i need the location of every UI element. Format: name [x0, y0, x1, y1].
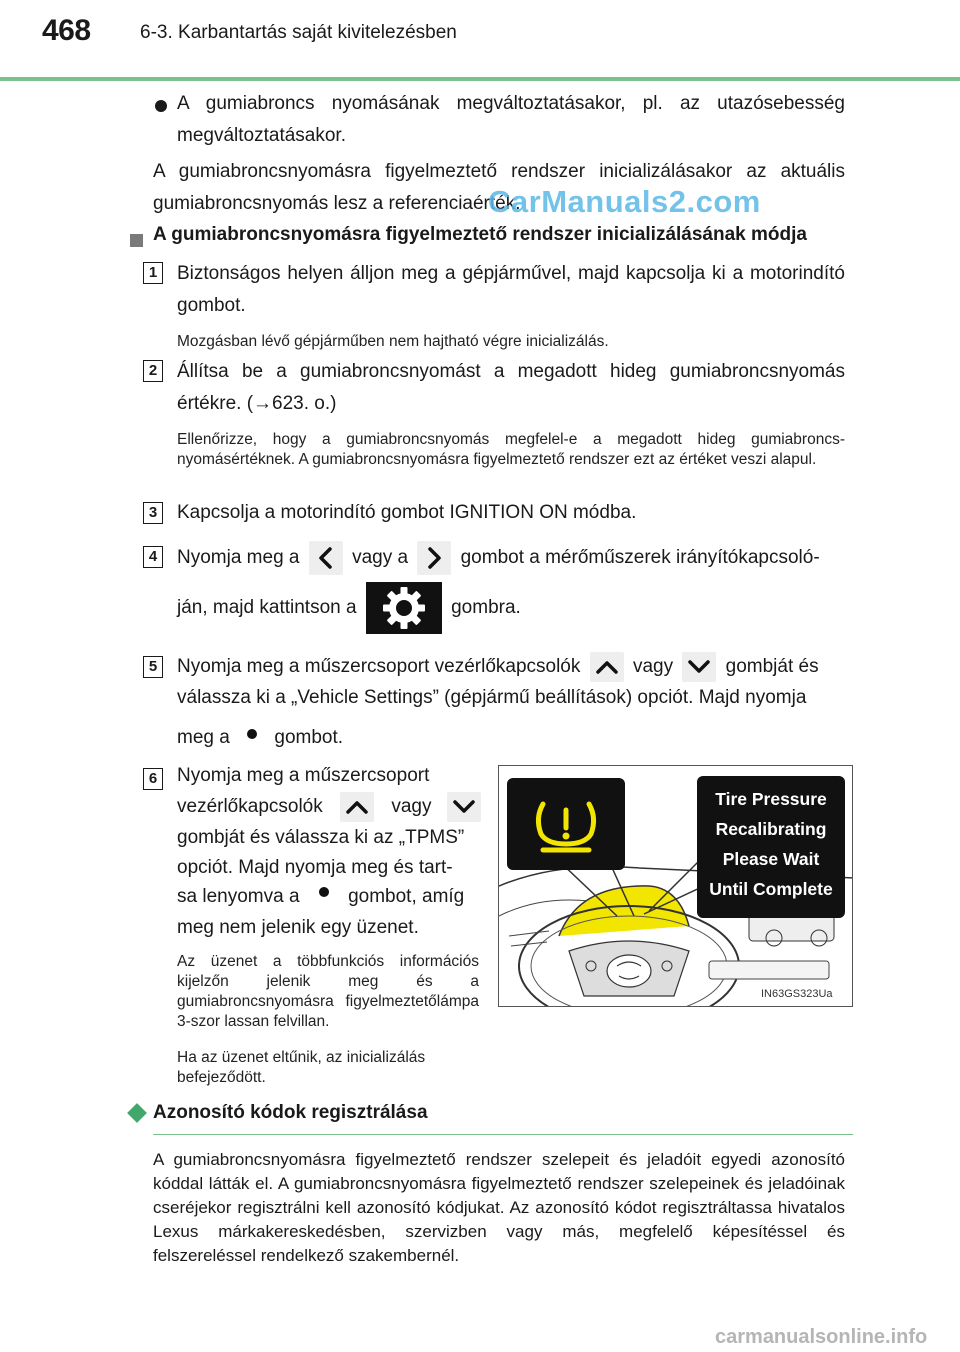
- step-6-note-2: Ha az üzenet eltűnik, az inicializálás befejeződött.: [177, 1049, 426, 1086]
- step-number-5: 5: [143, 656, 163, 678]
- step-5-text-a: Nyomja meg a műszercsoport vezérlőkapcsolók: [177, 656, 581, 677]
- step-3-text: Kapcsolja a motorindító gombot IGNITION ON módba.: [177, 502, 637, 523]
- watermark: CarManuals2.com: [488, 184, 761, 219]
- final-paragraph: A gumiabroncsnyomásra figyelmeztető rendszer szelepeit és jeladóit egyedi azonosító kóddal látták el. A gumiabroncsnyomásra figyelmeztető rendszer szelepeinek és jeladóinak cseréjekor regisztrálni kell azonosító kódjukat. Az azonosító kódot regisztráltassa hivatalos Lexus márkakereskedésben, szervizben vagy más, megfelelő képesítéssel és felszereléssel rendelkező szakembernél.: [153, 1150, 845, 1265]
- step-number-2: 2: [143, 360, 163, 382]
- display-line-3: Please Wait: [722, 849, 820, 869]
- intro-bullet-text: A gumiabroncs nyomásának megváltoztatásakor, pl. az utazósebesség megváltoztatásakor.: [177, 93, 845, 146]
- step-4-line-1: [177, 538, 857, 578]
- chevron-right-icon: [417, 541, 451, 575]
- step-2-note: Ellenőrizze, hogy a gumiabroncsnyomás megfelel-e a megadott hideg gumiabroncs-nyomásértéknek. A gumiabroncsnyomásra figyelmeztető rendszer ezt az értéket veszi alapul.: [177, 431, 845, 468]
- step-5-text-e: gombot.: [274, 727, 344, 748]
- section-title: 6-3. Karbantartás saját kivitelezésben: [140, 22, 457, 43]
- step-6-text-b: vagy: [391, 796, 432, 817]
- bullet-icon: [155, 100, 167, 112]
- chevron-up-icon: [590, 652, 624, 682]
- step-4-text-c: gombot a mérőműszerek irányítókapcsoló-: [460, 547, 820, 568]
- subheading: Azonosító kódok regisztrálása: [153, 1102, 428, 1123]
- step-number-4: 4: [143, 546, 163, 568]
- step-6-text-c: sa lenyomva a: [177, 886, 300, 907]
- step-1-text: Biztonságos helyen álljon meg a gépjárművel, majd kapcsolja ki a motorindító gombot.: [177, 263, 845, 316]
- tpms-warning-icon: [507, 778, 625, 870]
- dashboard-illustration: [498, 765, 853, 1007]
- step-5-text-b: vagy: [632, 656, 674, 677]
- step-5-text-d: meg a: [177, 727, 230, 748]
- step-number-6: 6: [143, 768, 163, 790]
- diamond-icon: [127, 1103, 147, 1123]
- step-6-line-4: opciót. Majd nyomja meg és tart-: [177, 857, 453, 878]
- step-5-line-1: [177, 648, 857, 686]
- section-heading: A gumiabroncsnyomásra figyelmeztető rendszer inicializálásának módja: [153, 224, 807, 245]
- step-6-text-a: vezérlőkapcsolók: [177, 796, 323, 817]
- step-6-note-1: Az üzenet a többfunkciós információs kijelzőn jelenik meg és a gumiabroncsnyomásra figyelmeztetőlámpa 3-szor lassan felvillan.: [177, 953, 479, 1030]
- subheading-rule: [153, 1134, 853, 1135]
- step-4-text-b: vagy a: [352, 547, 409, 568]
- step-number-1: 1: [143, 262, 163, 284]
- chevron-up-icon: [340, 792, 374, 822]
- square-bullet-icon: [130, 234, 143, 247]
- step-5-line-2: válassza ki a „Vehicle Settings” (gépjármű beállítások) opciót. Majd nyomja: [177, 687, 807, 708]
- step-4-text-d: ján, majd kattintson a: [177, 597, 357, 619]
- image-code: IN63GS323Ua: [761, 988, 833, 1000]
- step-4-text-e: gombra.: [451, 597, 521, 619]
- step-1-note: Mozgásban lévő gépjárműben nem hajtható végre inicializálás.: [177, 333, 609, 350]
- enter-dot-icon: [239, 725, 265, 751]
- display-message-box: [697, 776, 845, 918]
- enter-dot-icon: [311, 884, 337, 910]
- step-6-text-d: gombot, amíg: [348, 886, 465, 907]
- step-5-line-3: [177, 720, 845, 756]
- step-number-3: 3: [143, 502, 163, 524]
- chevron-down-icon: [682, 652, 716, 682]
- chevron-down-icon: [447, 792, 481, 822]
- chevron-left-icon: [309, 541, 343, 575]
- step-6-line-5: [177, 880, 482, 914]
- step-6-line-1: Nyomja meg a műszercsoport: [177, 765, 430, 786]
- display-line-2: Recalibrating: [715, 819, 827, 839]
- step-4-line-2: [177, 582, 845, 634]
- step-5-text-c: gombját és: [725, 656, 819, 677]
- page-number: 468: [42, 14, 91, 47]
- gear-icon: [366, 582, 442, 634]
- tpms-warning-lamp: [507, 778, 625, 870]
- display-line-4: Until Complete: [709, 879, 833, 899]
- step-6-line-6: meg nem jelenik egy üzenet.: [177, 917, 419, 938]
- step-6-line-3: gombját és válassza ki az „TPMS”: [177, 827, 465, 848]
- header-rule: [0, 77, 960, 81]
- step-6-line-2: [177, 790, 482, 824]
- step-4-text-a: Nyomja meg a: [177, 547, 300, 568]
- display-line-1: Tire Pressure: [715, 789, 827, 809]
- footer-watermark: carmanualsonline.info: [715, 1326, 928, 1348]
- step-2-text: Állítsa be a gumiabroncsnyomást a megadott hideg gumiabroncsnyomás értékre. (→623. o.): [177, 361, 845, 414]
- intro-paragraph: A gumiabroncsnyomásra figyelmeztető rendszer inicializálásakor az aktuális gumiabroncsnyomás lesz a referenciaérték.: [153, 161, 845, 214]
